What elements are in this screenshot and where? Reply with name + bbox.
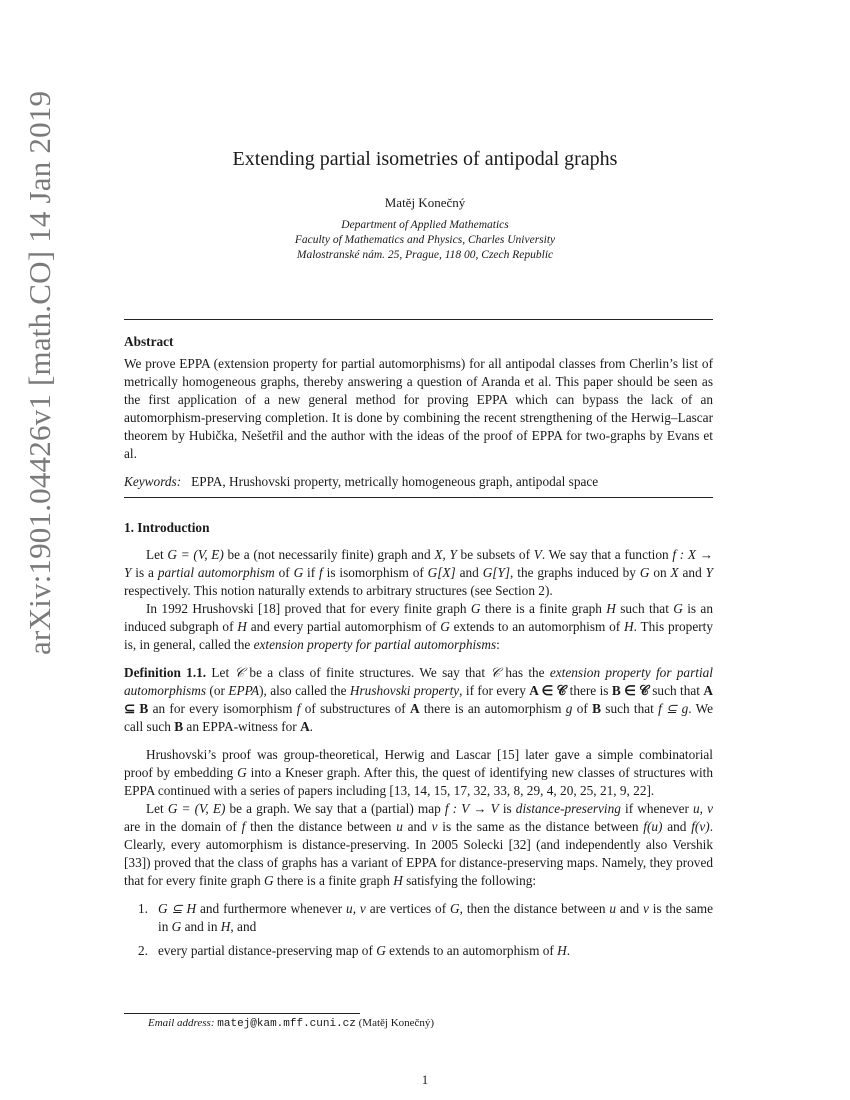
numbered-list bbox=[124, 900, 713, 960]
abstract-bottom-rule bbox=[124, 497, 713, 498]
arxiv-stamp: arXiv:1901.04426v1 [math.CO] 14 Jan 2019 bbox=[22, 90, 57, 655]
affiliation-line: Malostranské nám. 25, Prague, 118 00, Czech Republic bbox=[296, 249, 554, 261]
list-item: 2. every partial distance-preserving map of G extends to an automorphism of H. bbox=[138, 943, 571, 958]
abstract-top-rule bbox=[124, 319, 713, 320]
list-item: 1. G ⊆ H and furthermore whenever u, v are vertices of G, then the distance between u and v is the same in G and in H, and bbox=[138, 901, 713, 934]
paragraph: Hrushovski’s proof was group-theoretical, Herwig and Lascar [15] later gave a simple combinatorial proof by embedding G into a Kneser graph. After this, the quest of identifying new classes of structures with EPPA continued with a series of papers including [13, 14, 15, 17, 32, 33, 8, 29, 4, 20, 25, 21, 9, 22]. bbox=[124, 747, 713, 798]
footnote-author: (Matěj Konečný) bbox=[358, 1017, 435, 1029]
author-name: Matěj Konečný bbox=[384, 195, 466, 210]
paper-title: Extending partial isometries of antipodal graphs bbox=[232, 148, 618, 170]
abstract bbox=[124, 333, 713, 491]
abstract-text: We prove EPPA (extension property for partial automorphisms) for all antipodal classes from Cherlin’s list of metrically homogeneous graphs, thereby answering a question of Aranda et al. This paper should be seen as the first application of a new general method for proving EPPA which can bypass the lack of an automorphism-preserving completion. It is done by combining the recent strengthening of the Herwig–Lascar theorem by Hubička, Nešetřil and the author with the ideas of the proof of EPPA for two-graphs by Evans et al. bbox=[124, 356, 713, 461]
keywords-label: Keywords: bbox=[124, 474, 182, 489]
affiliation-line: Department of Applied Mathematics bbox=[341, 219, 509, 231]
section-heading: 1. Introduction bbox=[124, 520, 210, 535]
keywords-text: EPPA, Hrushovski property, metrically homogeneous graph, antipodal space bbox=[191, 474, 599, 489]
email-label: Email address: bbox=[148, 1017, 215, 1029]
keywords bbox=[124, 473, 713, 491]
affiliation-line: Faculty of Mathematics and Physics, Charles University bbox=[294, 234, 556, 246]
paragraph: In 1992 Hrushovski [18] proved that for every finite graph G there is a finite graph H such that G is an induced subgraph of H and every partial automorphism of G extends to an automorphism of H. This property is, in general, called the extension property for partial automorphisms: bbox=[124, 601, 713, 652]
definition-label: Definition 1.1. bbox=[124, 665, 207, 680]
footnote bbox=[148, 1017, 708, 1030]
email-link[interactable]: matej@kam.mff.cuni.cz bbox=[217, 1018, 356, 1030]
introduction-section bbox=[124, 519, 713, 966]
abstract-heading: Abstract bbox=[124, 334, 174, 349]
footnote-rule bbox=[124, 1013, 360, 1014]
paragraph: Let G = (V, E) be a graph. We say that a (partial) map f : V → V is distance-preserving if whenever u, v are in the domain of f then the distance between u and v is the same as the distance between f(u) and f(v). Clearly, every automorphism is distance-preserving. In 2005 Solecki [32] (and independently also Vershik [33]) proved that the class of graphs has a variant of EPPA for distance-preserving maps. Namely, they proved that for every finite graph G there is a finite graph H satisfying the following: bbox=[124, 801, 714, 888]
page-number: 1 bbox=[421, 1073, 429, 1087]
definition: Definition 1.1. Let 𝒞 be a class of finite structures. We say that 𝒞 has the extension property for partial automorphisms (or EPPA), also called the Hrushovski property, if for every A ∈ 𝒞 there is B ∈ 𝒞 such that A ⊆ B an for every isomorphism f of substructures of A there is an automorphism g of B such that f ⊆ g. We call such B an EPPA-witness for A. bbox=[124, 665, 713, 734]
affiliation bbox=[0, 218, 850, 263]
paragraph: Let G = (V, E) be a (not necessarily finite) graph and X, Y be subsets of V. We say that a function f : X → Y is a partial automorphism of G if f is isomorphism of G[X] and G[Y], the graphs induced by G on X and Y respectively. This notion naturally extends to arbitrary structures (see Section 2). bbox=[124, 547, 714, 598]
